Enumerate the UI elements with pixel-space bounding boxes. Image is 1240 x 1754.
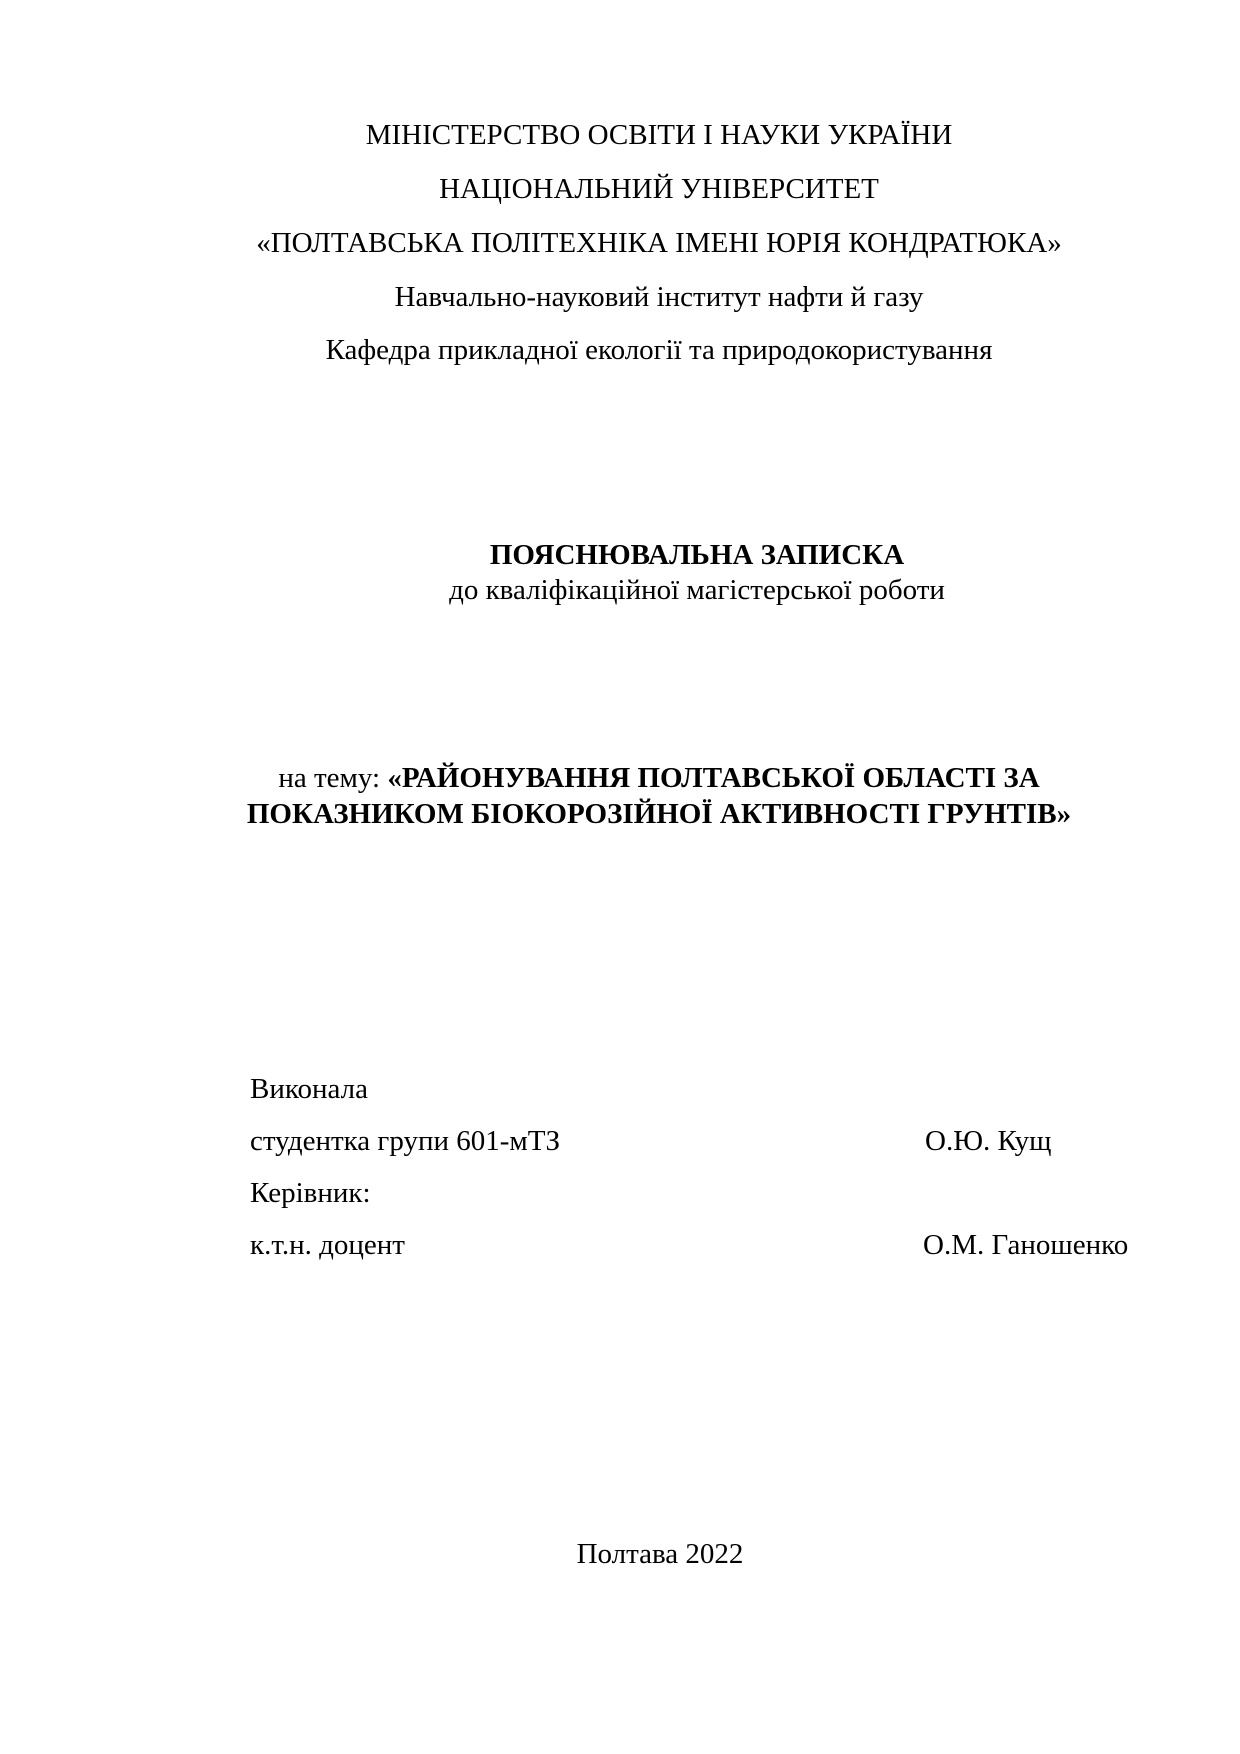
institute-heading: Навчально-науковий інститут нафти й газу	[394, 281, 924, 313]
performed-label: Виконала	[250, 1073, 368, 1105]
city-year: Полтава 2022	[576, 1538, 744, 1570]
student-role: студентка групи 601-мТЗ	[250, 1125, 560, 1157]
topic-title-part-1: «РАЙОНУВАННЯ ПОЛТАВСЬКОЇ ОБЛАСТІ ЗА	[387, 762, 1040, 794]
university-type-heading: НАЦІОНАЛЬНИЙ УНІВЕРСИТЕТ	[439, 173, 879, 205]
university-name-heading: «ПОЛТАВСЬКА ПОЛІТЕХНІКА ІМЕНІ ЮРІЯ КОНДРАТЮКА»	[256, 227, 1062, 259]
document-title: ПОЯСНЮВАЛЬНА ЗАПИСКА	[489, 539, 905, 571]
ministry-heading: МІНІСТЕРСТВО ОСВІТИ І НАУКИ УКРАЇНИ	[365, 119, 953, 151]
document-subtitle: до кваліфікаційної магістерської роботи	[449, 574, 945, 606]
topic-prefix: на тему:	[278, 762, 388, 794]
supervisor-name: О.М. Ганошенко	[923, 1229, 1129, 1261]
topic-line-2: ПОКАЗНИКОМ БІОКОРОЗІЙНОЇ АКТИВНОСТІ ГРУНТІВ»	[246, 798, 1072, 830]
student-name: О.Ю. Кущ	[925, 1125, 1052, 1157]
supervisor-role: к.т.н. доцент	[250, 1229, 405, 1261]
department-heading: Кафедра прикладної екології та природокористування	[325, 334, 993, 366]
topic-line-1	[0, 760, 1240, 796]
supervisor-label: Керівник:	[250, 1177, 371, 1209]
